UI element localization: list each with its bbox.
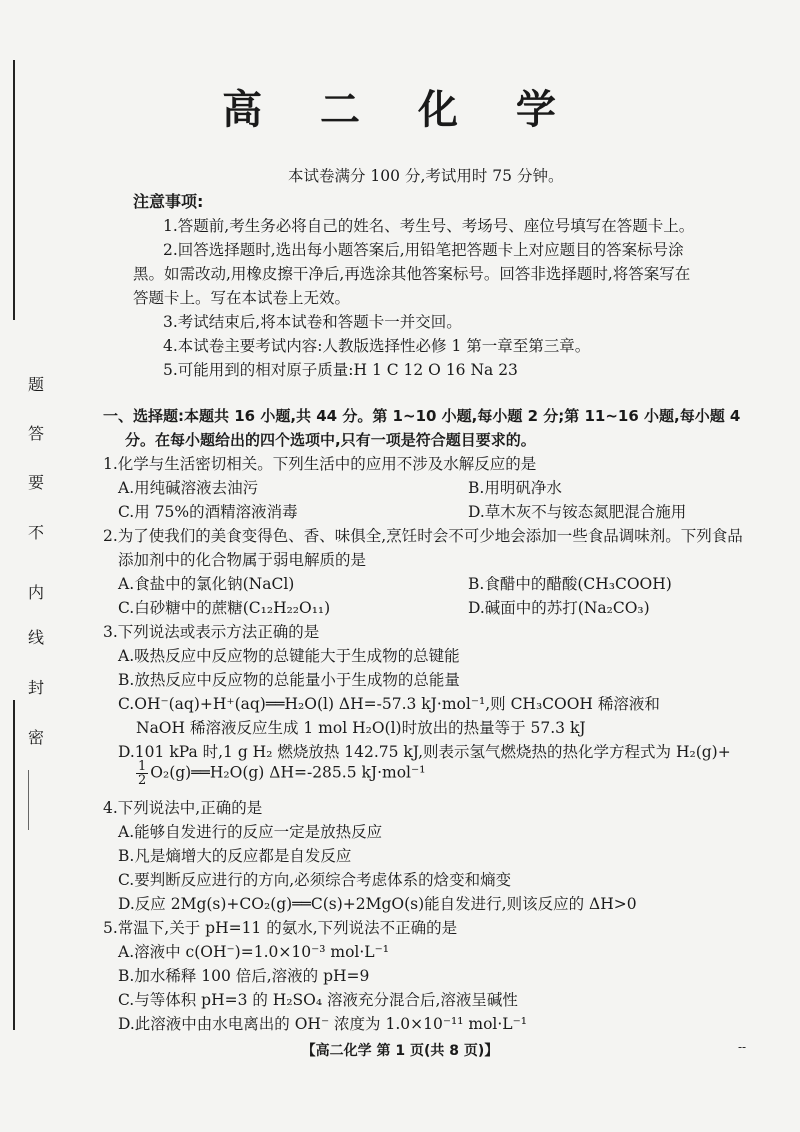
option: D.101 kPa 时,1 g H₂ 燃烧放热 142.75 kJ,则表示氢气燃烧热的热化学方程式为 H₂(g)+: [118, 743, 731, 761]
section-heading: 分。在每小题给出的四个选项中,只有一项是符合题目要求的。: [125, 431, 536, 449]
page-footer: 【高二化学 第 1 页(共 8 页)】: [301, 1043, 499, 1059]
option: C.OH⁻(aq)+H⁺(aq)══H₂O(l) ΔH=-57.3 kJ·mol⁻¹,则 CH₃COOH 稀溶液和: [118, 695, 660, 713]
option: A.能够自发进行的反应一定是放热反应: [118, 823, 383, 841]
option: A.食盐中的氯化钠(NaCl): [118, 575, 295, 593]
option: C.白砂糖中的蔗糖(C₁₂H₂₂O₁₁): [118, 599, 331, 617]
note-line: 4.本试卷主要考试内容:人教版选择性必修 1 第一章至第三章。: [163, 337, 591, 355]
question-stem: 1.化学与生活密切相关。下列生活中的应用不涉及水解反应的是: [103, 455, 537, 473]
question-stem: 添加剂中的化合物属于弱电解质的是: [118, 551, 367, 569]
sidebar-char: 题: [28, 375, 45, 394]
option: A.溶液中 c(OH⁻)=1.0×10⁻³ mol·L⁻¹: [118, 943, 390, 961]
option: A.用纯碱溶液去油污: [118, 479, 259, 497]
exam-info: 本试卷满分 100 分,考试用时 75 分钟。: [288, 167, 564, 185]
sidebar-char: 要: [28, 473, 45, 492]
section-heading: 一、选择题:本题共 16 小题,共 44 分。第 1~10 小题,每小题 2 分;第 11~16 小题,每小题 4: [103, 407, 741, 425]
note-line: 3.考试结束后,将本试卷和答题卡一并交回。: [163, 313, 462, 331]
note-line: 5.可能用到的相对原子质量:H 1 C 12 O 16 Na 23: [163, 361, 518, 379]
page-title: 高 二 化 学: [222, 87, 578, 133]
binding-tick-line: [28, 770, 29, 830]
sidebar-char: 封: [28, 678, 45, 697]
note-line: 1.答题前,考生务必将自己的姓名、考生号、考场号、座位号填写在答题卡上。: [163, 217, 695, 235]
sidebar-char: 不: [28, 523, 45, 542]
option: B.用明矾净水: [468, 479, 562, 497]
option: B.加水稀释 100 倍后,溶液的 pH=9: [118, 967, 370, 985]
option: D.草木灰不与铵态氮肥混合施用: [468, 503, 687, 521]
option: C.与等体积 pH=3 的 H₂SO₄ 溶液充分混合后,溶液呈碱性: [118, 991, 518, 1009]
sidebar-char: 密: [28, 728, 45, 747]
question-stem: 3.下列说法或表示方法正确的是: [103, 623, 320, 641]
option: $\frac{1}{2}$ O₂(g)══H₂O(g) ΔH=-285.5 kJ·mol⁻¹: [138, 759, 426, 788]
footer-mark: --: [738, 1040, 747, 1054]
sidebar-char: 线: [28, 628, 45, 647]
question-stem: 2.为了使我们的美食变得色、香、味俱全,烹饪时会不可少地会添加一些食品调味剂。下列食品: [103, 527, 743, 545]
option: B.放热反应中反应物的总能量小于生成物的总能量: [118, 671, 460, 689]
option: C.用 75%的酒精溶液消毒: [118, 503, 298, 521]
option: D.此溶液中由水电离出的 OH⁻ 浓度为 1.0×10⁻¹¹ mol·L⁻¹: [118, 1015, 527, 1033]
question-stem: 4.下列说法中,正确的是: [103, 799, 263, 817]
notes-heading: 注意事项:: [133, 192, 204, 211]
question-stem: 5.常温下,关于 pH=11 的氨水,下列说法不正确的是: [103, 919, 458, 937]
option: A.吸热反应中反应物的总键能大于生成物的总键能: [118, 647, 460, 665]
sidebar-char: 内: [28, 583, 45, 602]
binding-edge-lower: [13, 700, 15, 1030]
fraction-one-half: $\frac{1}{2}$: [138, 759, 147, 788]
option: NaOH 稀溶液反应生成 1 mol H₂O(l)时放出的热量等于 57.3 kJ: [136, 719, 586, 737]
option: D.反应 2Mg(s)+CO₂(g)══C(s)+2MgO(s)能自发进行,则该反应的 ΔH>0: [118, 895, 637, 913]
sidebar-char: 答: [28, 424, 45, 443]
note-line: 2.回答选择题时,选出每小题答案后,用铅笔把答题卡上对应题目的答案标号涂: [163, 241, 684, 259]
option: D.碱面中的苏打(Na₂CO₃): [468, 599, 650, 617]
option: C.要判断反应进行的方向,必须综合考虑体系的焓变和熵变: [118, 871, 512, 889]
note-line: 答题卡上。写在本试卷上无效。: [133, 289, 351, 307]
option: B.食醋中的醋酸(CH₃COOH): [468, 575, 672, 593]
note-line: 黑。如需改动,用橡皮擦干净后,再选涂其他答案标号。回答非选择题时,将答案写在: [133, 265, 691, 283]
option: B.凡是熵增大的反应都是自发反应: [118, 847, 352, 865]
